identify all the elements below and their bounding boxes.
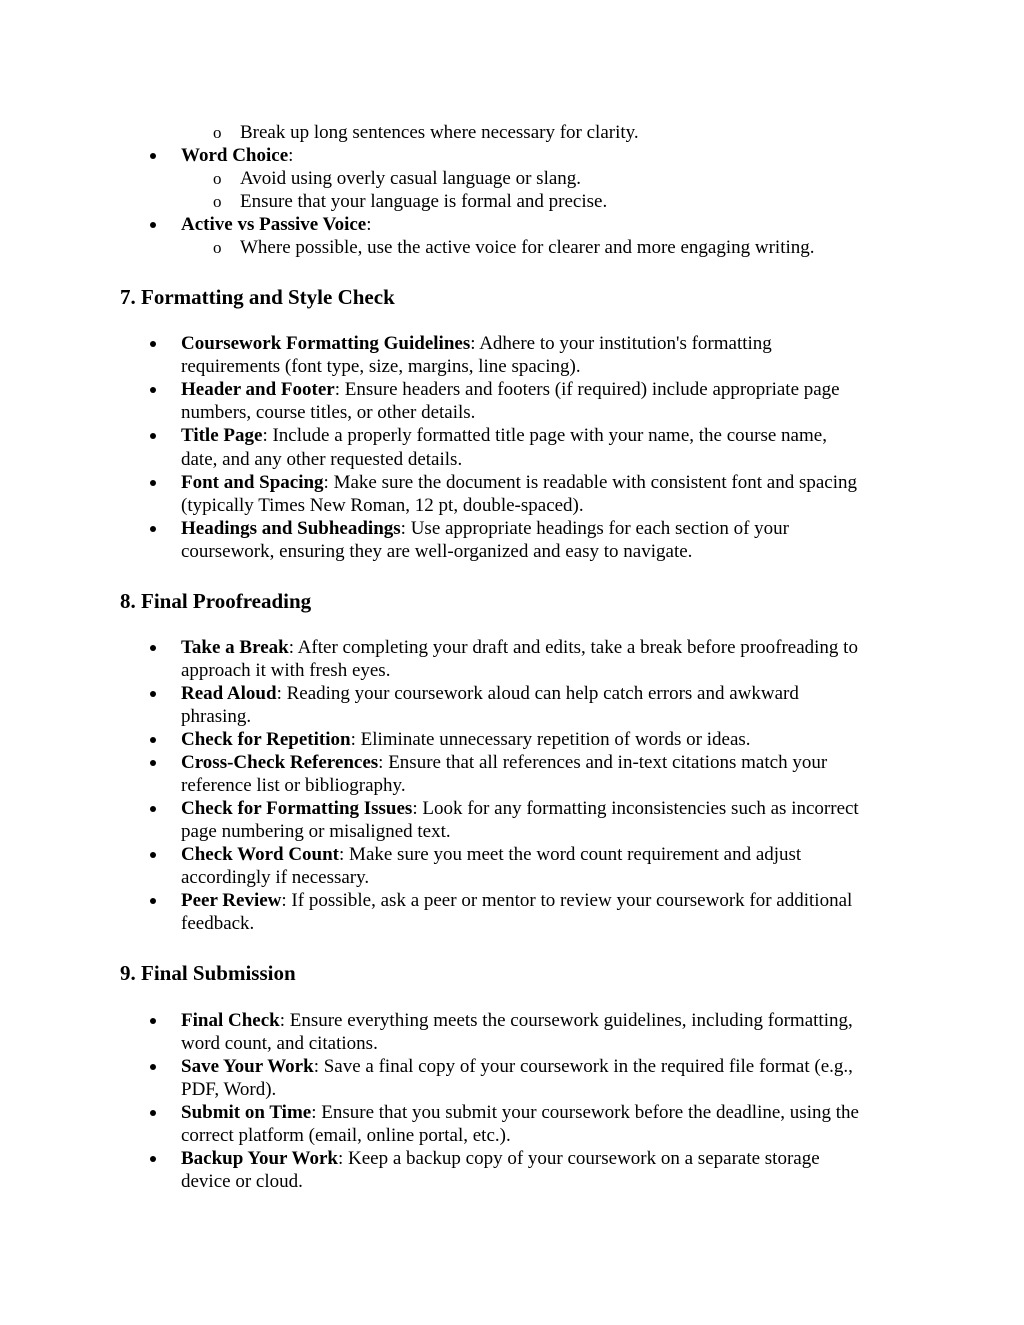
bullet-icon: [150, 433, 156, 439]
list-item-line: reference list or bibliography.: [181, 775, 406, 796]
list-item-line: PDF, Word).: [181, 1079, 277, 1100]
list-item-line: Submit on Time: Ensure that you submit your coursework before the deadline, using the: [181, 1102, 859, 1123]
bullet-icon: [150, 1110, 156, 1116]
list-item-line: Save Your Work: Save a final copy of your coursework in the required file format (e.g.,: [181, 1056, 853, 1077]
sub-item-avoid-casual: Avoid using overly casual language or slang.: [240, 168, 582, 189]
sub-bullet-marker: o: [213, 169, 222, 188]
list-item-line: Header and Footer: Ensure headers and footers (if required) include appropriate page: [181, 379, 840, 400]
bullet-icon: [150, 898, 156, 904]
bullet-icon: [150, 1018, 156, 1024]
list-item-line: accordingly if necessary.: [181, 867, 370, 888]
bullet-icon: [150, 691, 156, 697]
list-item-line: Check for Formatting Issues: Look for any formatting inconsistencies such as incorrect: [181, 798, 859, 819]
list-item-line: device or cloud.: [181, 1171, 303, 1192]
list-item-line: Font and Spacing: Make sure the document is readable with consistent font and spacing: [181, 472, 857, 493]
sub-bullet-marker: o: [213, 192, 222, 211]
list-item-line: numbers, course titles, or other details.: [181, 402, 476, 423]
bullet-icon: [150, 806, 156, 812]
list-item-line: Read Aloud: Reading your coursework aloud can help catch errors and awkward: [181, 683, 799, 704]
list-item-line: Coursework Formatting Guidelines: Adhere to your institution's formatting: [181, 333, 772, 354]
sub-item-active-voice: Where possible, use the active voice for clearer and more engaging writing.: [240, 237, 815, 258]
list-item-line: Check Word Count: Make sure you meet the word count requirement and adjust: [181, 844, 802, 865]
bullet-icon: [150, 526, 156, 532]
list-item-word-choice: Word Choice:: [181, 145, 294, 166]
bullet-icon: [150, 645, 156, 651]
bullet-icon: [150, 1156, 156, 1162]
list-item-line: Peer Review: If possible, ask a peer or mentor to review your coursework for additional: [181, 890, 853, 911]
section-heading-submission: 9. Final Submission: [120, 961, 296, 985]
list-item-line: phrasing.: [181, 706, 252, 727]
bullet-icon: [150, 153, 156, 159]
list-item-line: Check for Repetition: Eliminate unnecessary repetition of words or ideas.: [181, 729, 751, 750]
sub-bullet-marker: o: [213, 123, 222, 142]
list-item-line: Title Page: Include a properly formatted title page with your name, the course name,: [181, 425, 827, 446]
list-item-line: correct platform (email, online portal, etc.).: [181, 1125, 511, 1146]
list-item-line: requirements (font type, size, margins, line spacing).: [181, 356, 581, 377]
list-item-line: page numbering or misaligned text.: [181, 821, 451, 842]
list-item-line: Final Check: Ensure everything meets the coursework guidelines, including formatting,: [181, 1010, 853, 1031]
sub-item-break-sentences: Break up long sentences where necessary for clarity.: [240, 122, 639, 143]
bullet-icon: [150, 222, 156, 228]
section-heading-formatting: 7. Formatting and Style Check: [120, 285, 395, 309]
bullet-icon: [150, 760, 156, 766]
bullet-icon: [150, 852, 156, 858]
section-heading-proofreading: 8. Final Proofreading: [120, 589, 312, 613]
list-item-line: date, and any other requested details.: [181, 449, 463, 470]
list-item-line: feedback.: [181, 913, 255, 934]
bullet-icon: [150, 387, 156, 393]
bullet-icon: [150, 737, 156, 743]
list-item-line: coursework, ensuring they are well-organized and easy to navigate.: [181, 541, 693, 562]
list-item-line: Cross-Check References: Ensure that all references and in-text citations match your: [181, 752, 828, 773]
list-item-line: Headings and Subheadings: Use appropriate headings for each section of your: [181, 518, 789, 539]
bullet-icon: [150, 341, 156, 347]
list-item-line: approach it with fresh eyes.: [181, 660, 391, 681]
list-item-active-voice: Active vs Passive Voice:: [181, 214, 372, 235]
list-item-line: (typically Times New Roman, 12 pt, double-spaced).: [181, 495, 584, 516]
list-item-line: Take a Break: After completing your draft and edits, take a break before proofreading to: [181, 637, 858, 658]
list-item-line: Backup Your Work: Keep a backup copy of your coursework on a separate storage: [181, 1148, 820, 1169]
sub-bullet-marker: o: [213, 238, 222, 257]
bullet-icon: [150, 1064, 156, 1070]
sub-item-formal-language: Ensure that your language is formal and precise.: [240, 191, 608, 212]
list-item-line: word count, and citations.: [181, 1033, 378, 1054]
bullet-icon: [150, 480, 156, 486]
